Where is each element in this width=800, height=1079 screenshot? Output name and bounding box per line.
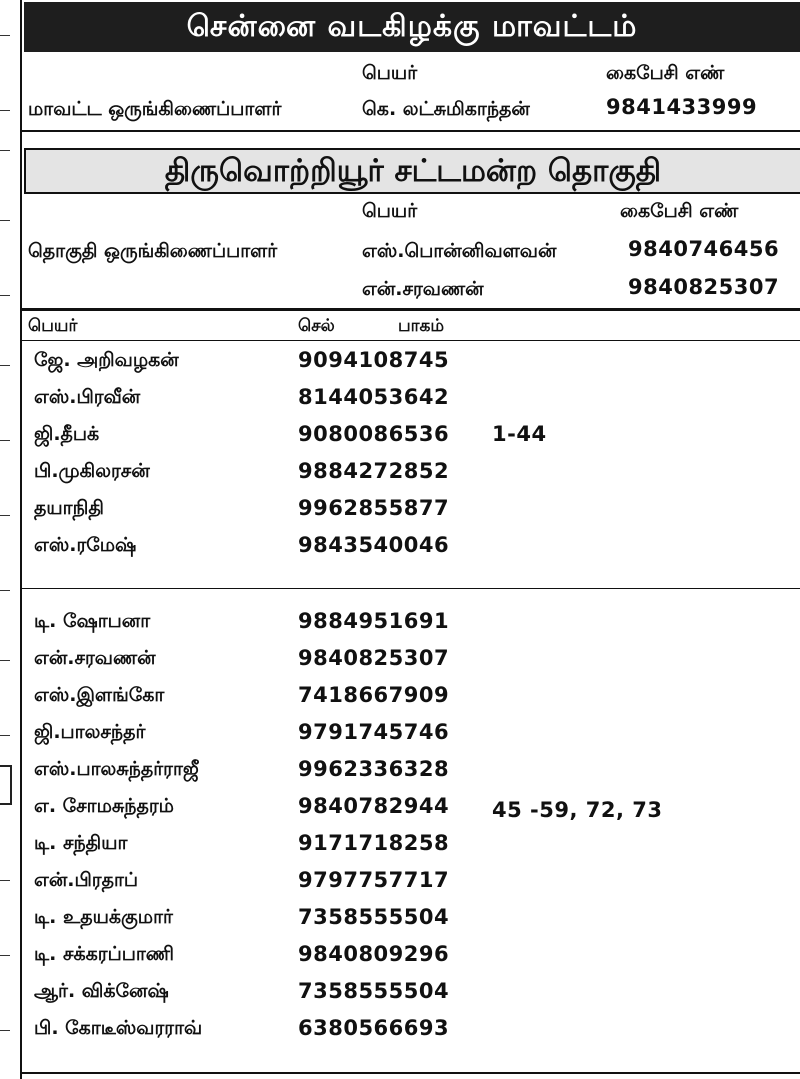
margin-rule <box>0 220 10 221</box>
person-name: டி. ஷோபனா <box>34 610 151 632</box>
person-phone: 9840825307 <box>298 646 450 670</box>
margin-rule <box>0 150 10 151</box>
person-name: என்.சரவணன் <box>34 647 156 669</box>
table-row <box>22 715 800 751</box>
person-name: ஜி.தீபக் <box>34 423 100 445</box>
table-row <box>22 417 800 453</box>
district-title: சென்னை வடகிழக்கு மாவட்டம் <box>24 2 800 52</box>
person-name: எஸ்.இளங்கோ <box>34 684 165 706</box>
person-name: எஸ்.பிரவீன் <box>34 386 141 408</box>
person-name: ஜே. அறிவழகன் <box>34 349 179 371</box>
person-phone: 9171718258 <box>298 831 450 855</box>
person-name: எஸ்.பாலசுந்தர்ராஜீ <box>34 758 199 780</box>
table-row <box>22 752 800 788</box>
table-row <box>22 491 800 527</box>
district-coordinator-name: கெ. லட்சுமிகாந்தன் <box>362 98 530 120</box>
table-row <box>22 343 800 379</box>
person-phone: 9840782944 <box>298 794 450 818</box>
margin-rule <box>0 295 10 296</box>
person-phone: 9843540046 <box>298 533 450 557</box>
divider <box>22 340 800 341</box>
person-phone: 7418667909 <box>298 683 450 707</box>
person-name: டி. சக்கரப்பாணி <box>34 943 175 965</box>
group-part-range: 45 -59, 72, 73 <box>492 798 663 822</box>
district-phone-header: கைபேசி எண் <box>606 62 725 84</box>
notice-column <box>22 0 800 1079</box>
table-row <box>22 900 800 936</box>
person-phone: 9840809296 <box>298 942 450 966</box>
divider <box>22 130 800 132</box>
table-row <box>22 826 800 862</box>
person-phone: 9791745746 <box>298 720 450 744</box>
table-row <box>22 1011 800 1047</box>
table-row <box>22 604 800 640</box>
person-name: பி.முகிலரசன் <box>34 460 150 482</box>
person-name: பி. கோடீஸ்வரராவ் <box>34 1017 203 1039</box>
person-phone: 9884272852 <box>298 459 450 483</box>
margin-rule <box>0 515 10 516</box>
constituency-coordinator-role: தொகுதி ஒருங்கிணைப்பாளர் <box>28 240 278 262</box>
margin-box <box>0 765 12 805</box>
table-row <box>22 454 800 490</box>
margin-rule <box>0 880 10 881</box>
person-name: எ. சோமசுந்தரம் <box>34 795 174 817</box>
person-phone: 8144053642 <box>298 385 450 409</box>
person-name: ஆர். விக்னேஷ் <box>34 980 169 1002</box>
person-phone: 9094108745 <box>298 348 450 372</box>
table-row <box>22 678 800 714</box>
column-header-name: பெயர் <box>28 316 78 336</box>
person-phone: 9884951691 <box>298 609 450 633</box>
table-row <box>22 380 800 416</box>
constituency-phone-header: கைபேசி எண் <box>620 200 739 222</box>
divider <box>22 1072 800 1074</box>
margin-rule <box>0 35 10 36</box>
table-row <box>22 789 800 825</box>
margin-rule <box>0 955 10 956</box>
divider <box>22 308 800 311</box>
person-name: டி. உதயக்குமார் <box>34 906 173 928</box>
margin-rule <box>0 660 10 661</box>
table-row <box>22 937 800 973</box>
person-name: எஸ்.ரமேஷ் <box>34 534 137 556</box>
district-name-header: பெயர் <box>362 62 418 84</box>
person-phone: 9080086536 <box>298 422 450 446</box>
constituency-coordinator-phone: 9840746456 <box>628 237 780 261</box>
margin-rule <box>0 735 10 736</box>
constituency-coordinator-name: என்.சரவணன் <box>362 278 484 300</box>
person-phone: 6380566693 <box>298 1016 450 1040</box>
table-row <box>22 641 800 677</box>
person-phone: 9962336328 <box>298 757 450 781</box>
column-header-part: பாகம் <box>398 316 445 336</box>
person-name: என்.பிரதாப் <box>34 869 139 891</box>
column-header-phone: செல் <box>298 316 335 336</box>
constituency-name-header: பெயர் <box>362 200 418 222</box>
margin-rule <box>0 110 10 111</box>
person-name: தயாநிதி <box>34 497 104 519</box>
person-phone: 7358555504 <box>298 979 450 1003</box>
margin-rule <box>0 590 10 591</box>
person-name: ஜி.பாலசந்தர் <box>34 721 146 743</box>
margin-rule <box>0 365 10 366</box>
table-row <box>22 528 800 564</box>
person-phone: 9962855877 <box>298 496 450 520</box>
group-part-range: 1-44 <box>492 422 547 446</box>
district-coordinator-phone: 9841433999 <box>606 95 758 119</box>
table-row <box>22 974 800 1010</box>
person-phone: 7358555504 <box>298 905 450 929</box>
table-row <box>22 863 800 899</box>
margin-rule <box>0 1030 10 1031</box>
margin-rule <box>0 440 10 441</box>
constituency-coordinator-phone: 9840825307 <box>628 275 780 299</box>
constituency-coordinator-name: எஸ்.பொன்னிவளவன் <box>362 240 557 262</box>
divider <box>22 588 800 589</box>
constituency-title: திருவொற்றியூர் சட்டமன்ற தொகுதி <box>24 148 800 194</box>
person-name: டி. சந்தியா <box>34 832 128 854</box>
district-coordinator-role: மாவட்ட ஒருங்கிணைப்பாளர் <box>28 98 282 120</box>
person-phone: 9797757717 <box>298 868 450 892</box>
